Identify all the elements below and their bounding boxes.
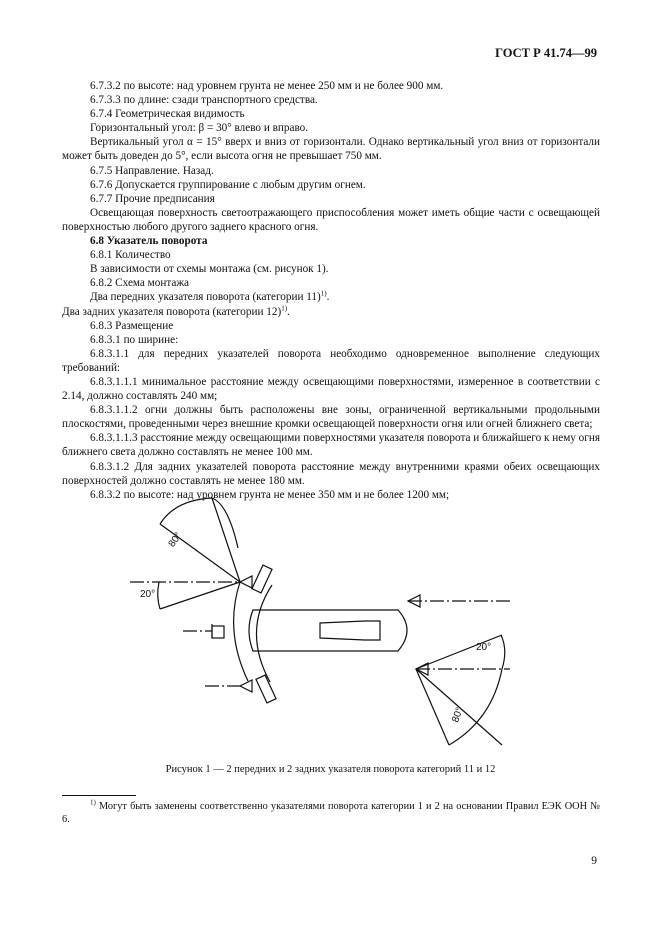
- section-heading: 6.8 Указатель поворота: [90, 235, 208, 248]
- paragraph-text: Два передних указателя поворота (категории 11): [90, 291, 321, 304]
- paragraph: Освещающая поверхность светоотражающего приспособления может иметь общие части с освещающей поверхностью любого другого заднего красного огня.: [62, 206, 600, 233]
- turn-indicator-diagram: [120, 490, 520, 750]
- footnote-marker: 1): [90, 798, 96, 807]
- sector-line: [416, 669, 502, 745]
- sector-line: [416, 669, 449, 745]
- paragraph: 6.7.4 Геометрическая видимость: [90, 108, 245, 121]
- front-arc: [234, 582, 248, 681]
- body-text: [62, 79, 600, 502]
- paragraph: Два задних указателя поворота (категории 12)$^{1)}$.: [62, 303, 290, 318]
- lamp-symbol: [240, 680, 252, 692]
- paragraph: 6.8.3.1.1.2 огни должны быть расположены вне зоны, ограниченной вертикальными продольными плоскостями, проведенными через внешние кромки освещающей поверхности огня или огней ближнего света;: [62, 404, 600, 431]
- footnote-text: [62, 800, 600, 826]
- angle-arc: [501, 635, 505, 669]
- footnote-separator: [62, 795, 136, 796]
- paragraph: 6.8.3.2 по высоте: над уровнем грунта не менее 350 мм и не более 1200 мм;: [90, 488, 450, 501]
- sector-line: [160, 582, 240, 609]
- paragraph: В зависимости от схемы монтажа (см. рисунок 1).: [90, 263, 329, 276]
- paragraph: 6.7.3.3 по длине: сзади транспортного средства.: [90, 94, 318, 107]
- paragraph: Вертикальный угол α = 15° вверх и вниз от горизонтали. Однако вертикальный угол вниз от горизонтали может быть доведен до 5°, если высота огня не превышает 750 мм.: [62, 136, 600, 163]
- footnote-ref: 1): [281, 303, 288, 312]
- footnote: [62, 800, 600, 826]
- lamp-symbol: [240, 576, 252, 588]
- page-number: 9: [591, 855, 597, 867]
- paragraph: 6.7.5 Направление. Назад.: [90, 164, 214, 177]
- paragraph: 6.8.3.1 по ширине:: [90, 333, 179, 346]
- footnote-ref: 1): [320, 289, 327, 298]
- angle-label: 80°: [450, 706, 466, 725]
- front-bumper: [212, 626, 224, 638]
- figure-caption: Рисунок 1 — 2 передних и 2 задних указателя поворота категорий 11 и 12: [165, 764, 496, 775]
- paragraph: 6.8.3.1.2 Для задних указателей поворота расстояние между внутренними краями обеих освещающих поверхностей должно составлять не менее 180 мм.: [62, 460, 600, 487]
- paragraph: Два передних указателя поворота (категории 11)$^{1)}$.: [90, 289, 330, 304]
- document-code-header: ГОСТ Р 41.74—99: [495, 46, 597, 60]
- front-turn-indicator: [256, 675, 276, 703]
- paragraph-text: Два задних указателя поворота (категории 12): [62, 305, 282, 318]
- paragraph: 6.8.1 Количество: [90, 249, 171, 262]
- paragraph: 6.8.3 Размещение: [90, 319, 174, 332]
- paragraph: 6.7.7 Прочие предписания: [90, 192, 215, 205]
- paragraph: 6.8.3.1.1.3 расстояние между освещающими поверхностями указателя поворота и ближайшего к нему огня ближнего света должно составлять не менее 100 мм.: [62, 432, 600, 459]
- paragraph: 6.7.6 Допускается группирование с любым другим огнем.: [90, 178, 366, 191]
- angle-arc: [158, 582, 160, 609]
- paragraph: 6.8.2 Схема монтажа: [90, 277, 190, 290]
- vehicle-body: [249, 610, 407, 651]
- angle-label: 20°: [140, 589, 156, 600]
- paragraph: 6.7.3.2 по высоте: над уровнем грунта не менее 250 мм и не более 900 мм.: [90, 80, 444, 92]
- front-arc: [256, 585, 272, 682]
- paragraph: 6.8.3.1.1 для передних указателей поворота необходимо одновременное выполнение следующих требований:: [62, 347, 600, 374]
- angle-label: 80°: [166, 530, 185, 550]
- vehicle-window: [320, 621, 380, 640]
- paragraph: 6.8.3.1.1.1 минимальное расстояние между освещающими поверхностями, измеренное в соответствии с 2.14, должно составлять 240 мм;: [62, 375, 600, 403]
- paragraph: Горизонтальный угол: β = 30° влево и вправо.: [90, 122, 309, 135]
- footnote-body: Могут быть заменены соответственно указателями поворота категории 1 и 2 на основании Правил ЕЭК ООН № 6.: [62, 801, 600, 825]
- sector-line: [160, 524, 240, 582]
- angle-label: 20°: [476, 642, 492, 653]
